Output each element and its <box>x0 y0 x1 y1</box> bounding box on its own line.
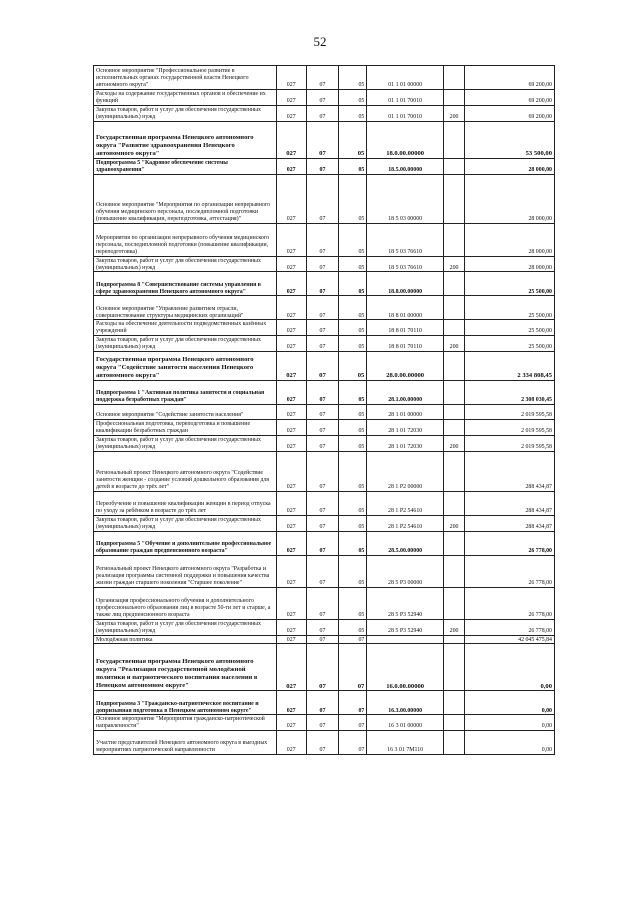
expense-type-code <box>443 90 464 106</box>
expense-type-code <box>443 635 464 644</box>
target-article-code: 18 8 01 70110 <box>367 320 444 336</box>
row-name: Закупка товаров, работ и услуг для обеспечения государственных (муниципальных) нужд <box>94 619 277 635</box>
subsection-code: 07 <box>339 644 367 691</box>
table-row <box>94 174 555 223</box>
section-code: 07 <box>306 320 338 336</box>
expense-type-code <box>443 66 464 90</box>
subsection-code: 05 <box>339 515 367 531</box>
table-row <box>94 320 555 336</box>
amount: 26 778,00 <box>465 531 555 555</box>
expense-type-code <box>443 272 464 296</box>
table-row <box>94 691 555 715</box>
section-code: 07 <box>306 272 338 296</box>
subsection-code: 05 <box>339 105 367 121</box>
row-name: Расходы на содержание государственных органов и обеспечение их функций <box>94 90 277 106</box>
table-row <box>94 296 555 320</box>
row-name: Профессиональная подготовка, переподготовка и повышение квалификации безработных граждан <box>94 420 277 436</box>
row-name: Региональный проект Ненецкого автономного округа "Содействие занятости женщин - создание условий дошкольного образования для детей в возрасте до трёх лет" <box>94 451 277 491</box>
subsection-code: 05 <box>339 436 367 452</box>
row-name: Молодёжная политика <box>94 635 277 644</box>
section-code: 07 <box>306 223 338 256</box>
expense-type-code <box>443 531 464 555</box>
amount: 26 778,00 <box>465 555 555 587</box>
row-name: Закупка товаров, работ и услуг для обеспечения государственных (муниципальных) нужд <box>94 105 277 121</box>
amount: 2 019 595,58 <box>465 436 555 452</box>
subsection-code: 07 <box>339 691 367 715</box>
admin-code: 027 <box>276 256 306 272</box>
amount: 0,00 <box>465 691 555 715</box>
section-code: 07 <box>306 90 338 106</box>
target-article-code: 18 8 01 70110 <box>367 336 444 352</box>
admin-code: 027 <box>276 381 306 405</box>
amount: 2 019 595,58 <box>465 405 555 420</box>
target-article-code: 28.1.00.00000 <box>367 381 444 405</box>
section-code: 07 <box>306 405 338 420</box>
section-code: 07 <box>306 381 338 405</box>
row-name: Закупка товаров, работ и услуг для обеспечения государственных (муниципальных) нужд <box>94 256 277 272</box>
table-row <box>94 256 555 272</box>
table-row <box>94 491 555 515</box>
admin-code: 027 <box>276 644 306 691</box>
subsection-code: 05 <box>339 531 367 555</box>
amount: 288 434,87 <box>465 451 555 491</box>
subsection-code: 05 <box>339 158 367 174</box>
page-number: 52 <box>313 34 327 49</box>
section-code: 07 <box>306 555 338 587</box>
section-code: 07 <box>306 715 338 731</box>
section-code: 07 <box>306 587 338 619</box>
section-code: 07 <box>306 644 338 691</box>
expense-type-code: 200 <box>443 619 464 635</box>
table-row <box>94 619 555 635</box>
expense-type-code <box>443 223 464 256</box>
amount: 42 045 475,84 <box>465 635 555 644</box>
expense-type-code <box>443 405 464 420</box>
row-name: Государственная программа Ненецкого автономного округа "Реализация государственной молодёжной политики и патриотического воспитания населения в Ненецком автономном округе" <box>94 644 277 691</box>
amount: 28 000,00 <box>465 256 555 272</box>
subsection-code: 05 <box>339 223 367 256</box>
target-article-code: 28 5 P3 52940 <box>367 587 444 619</box>
expense-type-code <box>443 296 464 320</box>
amount: 28 000,00 <box>465 174 555 223</box>
subsection-code: 05 <box>339 90 367 106</box>
table-row <box>94 555 555 587</box>
row-name: Основное мероприятие "Профессиональное развитие в исполнительных органах государственной власти Ненецкого автономного округа" <box>94 66 277 90</box>
row-name: Участие представителей Ненецкого автономного округа в выездных мероприятиях патриотической направленности <box>94 731 277 755</box>
target-article-code: 16.0.00.00000 <box>367 644 444 691</box>
expense-type-code <box>443 158 464 174</box>
amount: 26 778,00 <box>465 587 555 619</box>
row-name: Региональный проект Ненецкого автономного округа "Разработка и реализация программы системной поддержки и повышения качества жизни граждан старшего поколения "Старшее поколение" <box>94 555 277 587</box>
expense-type-code <box>443 420 464 436</box>
admin-code: 027 <box>276 158 306 174</box>
subsection-code: 05 <box>339 296 367 320</box>
amount: 288 434,87 <box>465 515 555 531</box>
row-name: Переобучение и повышение квалификации женщин в период отпуска по уходу за ребёнком в возрасте до трёх лет <box>94 491 277 515</box>
admin-code: 027 <box>276 436 306 452</box>
row-name: Основное мероприятие "Управление развитием отрасли, совершенствование структуры медицинских организаций" <box>94 296 277 320</box>
subsection-code: 05 <box>339 555 367 587</box>
expense-type-code <box>443 731 464 755</box>
subsection-code: 05 <box>339 121 367 158</box>
admin-code: 027 <box>276 691 306 715</box>
target-article-code: 18.8.00.00000 <box>367 272 444 296</box>
section-code: 07 <box>306 121 338 158</box>
subsection-code: 07 <box>339 635 367 644</box>
table-row <box>94 731 555 755</box>
table-row <box>94 352 555 381</box>
target-article-code: 18 8 01 00000 <box>367 296 444 320</box>
table-row <box>94 158 555 174</box>
subsection-code: 05 <box>339 272 367 296</box>
admin-code: 027 <box>276 174 306 223</box>
target-article-code: 01 1 01 70010 <box>367 105 444 121</box>
section-code: 07 <box>306 420 338 436</box>
row-name: Подпрограмма 1 "Активная политика занятости и социальная поддержка безработных граждан" <box>94 381 277 405</box>
table-row <box>94 515 555 531</box>
expense-type-code <box>443 644 464 691</box>
budget-table <box>93 65 555 755</box>
admin-code: 027 <box>276 296 306 320</box>
section-code: 07 <box>306 66 338 90</box>
subsection-code: 05 <box>339 352 367 381</box>
expense-type-code: 200 <box>443 336 464 352</box>
row-name: Подпрограмма 5 "Обучение и дополнительное профессиональное образование граждан предпенсионного возраста" <box>94 531 277 555</box>
row-name: Основное мероприятие "Содействие занятости населения" <box>94 405 277 420</box>
amount: 53 500,00 <box>465 121 555 158</box>
expense-type-code <box>443 491 464 515</box>
section-code: 07 <box>306 635 338 644</box>
amount: 69 200,00 <box>465 105 555 121</box>
admin-code: 027 <box>276 491 306 515</box>
table-row <box>94 121 555 158</box>
section-code: 07 <box>306 691 338 715</box>
expense-type-code: 200 <box>443 436 464 452</box>
expense-type-code <box>443 352 464 381</box>
table-row <box>94 587 555 619</box>
admin-code: 027 <box>276 223 306 256</box>
admin-code: 027 <box>276 420 306 436</box>
expense-type-code <box>443 174 464 223</box>
expense-type-code <box>443 555 464 587</box>
admin-code: 027 <box>276 105 306 121</box>
subsection-code: 05 <box>339 619 367 635</box>
expense-type-code <box>443 691 464 715</box>
admin-code: 027 <box>276 531 306 555</box>
subsection-code: 05 <box>339 381 367 405</box>
table-row <box>94 336 555 352</box>
row-name: Закупка товаров, работ и услуг для обеспечения государственных (муниципальных) нужд <box>94 336 277 352</box>
section-code: 07 <box>306 296 338 320</box>
amount: 25 500,00 <box>465 296 555 320</box>
row-name: Подпрограмма 5 "Кадровое обеспечение системы здравоохранения" <box>94 158 277 174</box>
amount: 25 500,00 <box>465 336 555 352</box>
table-row <box>94 436 555 452</box>
target-article-code: 18 5 03 76610 <box>367 256 444 272</box>
row-name: Основное мероприятие "Мероприятия по организации непрерывного обучения медицинского персонала, последипломной подготовки (повышение квалификации, переподготовка, аттестация)" <box>94 174 277 223</box>
target-article-code: 18.5.00.00000 <box>367 158 444 174</box>
section-code: 07 <box>306 256 338 272</box>
expense-type-code: 200 <box>443 256 464 272</box>
subsection-code: 05 <box>339 174 367 223</box>
amount: 28 000,00 <box>465 158 555 174</box>
table-row <box>94 90 555 106</box>
amount: 0,00 <box>465 731 555 755</box>
target-article-code: 28 1 P2 54610 <box>367 515 444 531</box>
expense-type-code <box>443 320 464 336</box>
row-name: Подпрограмма 3 "Гражданско-патриотическое воспитание и допризывная подготовка в Ненецком автономном округе" <box>94 691 277 715</box>
expense-type-code <box>443 121 464 158</box>
amount: 25 500,00 <box>465 320 555 336</box>
admin-code: 027 <box>276 320 306 336</box>
target-article-code: 28 1 P2 54610 <box>367 491 444 515</box>
section-code: 07 <box>306 451 338 491</box>
admin-code: 027 <box>276 121 306 158</box>
admin-code: 027 <box>276 731 306 755</box>
row-name: Основное мероприятие "Мероприятия гражданско-патриотической направленности" <box>94 715 277 731</box>
amount: 288 434,87 <box>465 491 555 515</box>
row-name: Мероприятия по организации непрерывного обучения медицинского персонала, последипломной подготовки (повышение квалификации, переподготовка) <box>94 223 277 256</box>
row-name: Закупка товаров, работ и услуг для обеспечения государственных (муниципальных) нужд <box>94 436 277 452</box>
target-article-code: 16 3 01 7M110 <box>367 731 444 755</box>
amount: 2 308 030,45 <box>465 381 555 405</box>
admin-code: 027 <box>276 635 306 644</box>
row-name: Расходы на обеспечение деятельности подведомственных казённых учреждений <box>94 320 277 336</box>
row-name: Государственная программа Ненецкого автономного округа "Развитие здравоохранения Ненецкого автономного округа" <box>94 121 277 158</box>
section-code: 07 <box>306 515 338 531</box>
target-article-code: 28.5.00.00000 <box>367 531 444 555</box>
admin-code: 027 <box>276 336 306 352</box>
section-code: 07 <box>306 352 338 381</box>
table-row <box>94 531 555 555</box>
target-article-code: 28 1 01 72030 <box>367 436 444 452</box>
amount: 25 500,00 <box>465 272 555 296</box>
target-article-code: 18 5 03 76610 <box>367 223 444 256</box>
section-code: 07 <box>306 531 338 555</box>
target-article-code <box>367 635 444 644</box>
target-article-code: 18.0.00.00000 <box>367 121 444 158</box>
table-row <box>94 223 555 256</box>
section-code: 07 <box>306 336 338 352</box>
table-row <box>94 105 555 121</box>
admin-code: 027 <box>276 619 306 635</box>
section-code: 07 <box>306 491 338 515</box>
target-article-code: 18 5 03 00000 <box>367 174 444 223</box>
expense-type-code <box>443 451 464 491</box>
subsection-code: 05 <box>339 491 367 515</box>
table-row <box>94 420 555 436</box>
target-article-code: 28 1 01 00000 <box>367 405 444 420</box>
section-code: 07 <box>306 174 338 223</box>
amount: 0,00 <box>465 644 555 691</box>
amount: 28 000,00 <box>465 223 555 256</box>
target-article-code: 01 1 01 00000 <box>367 66 444 90</box>
target-article-code: 16 3 01 00000 <box>367 715 444 731</box>
amount: 0,00 <box>465 715 555 731</box>
target-article-code: 28 1 P2 00000 <box>367 451 444 491</box>
section-code: 07 <box>306 436 338 452</box>
admin-code: 027 <box>276 515 306 531</box>
target-article-code: 28 5 P3 00000 <box>367 555 444 587</box>
amount: 26 778,00 <box>465 619 555 635</box>
section-code: 07 <box>306 158 338 174</box>
table-row <box>94 381 555 405</box>
admin-code: 027 <box>276 405 306 420</box>
amount: 69 200,00 <box>465 90 555 106</box>
expense-type-code: 200 <box>443 515 464 531</box>
expense-type-code <box>443 587 464 619</box>
admin-code: 027 <box>276 587 306 619</box>
table-row <box>94 635 555 644</box>
section-code: 07 <box>306 105 338 121</box>
row-name: Государственная программа Ненецкого автономного округа "Содействие занятости населения Ненецкого автономного округа" <box>94 352 277 381</box>
amount: 69 200,00 <box>465 66 555 90</box>
table-row <box>94 451 555 491</box>
section-code: 07 <box>306 731 338 755</box>
section-code: 07 <box>306 619 338 635</box>
admin-code: 027 <box>276 555 306 587</box>
row-name: Подпрограмма 8 "Совершенствование системы управления в сфере здравоохранения Ненецкого автономного округа" <box>94 272 277 296</box>
target-article-code: 28 1 01 72030 <box>367 420 444 436</box>
table-row <box>94 715 555 731</box>
subsection-code: 05 <box>339 420 367 436</box>
admin-code: 027 <box>276 715 306 731</box>
subsection-code: 05 <box>339 587 367 619</box>
row-name: Закупка товаров, работ и услуг для обеспечения государственных (муниципальных) нужд <box>94 515 277 531</box>
budget-table-body <box>94 66 555 755</box>
row-name: Организация профессионального обучения и дополнительного профессионального образования лиц в возрасте 50-ти лет и старше, а также лиц предпенсионного возраста <box>94 587 277 619</box>
subsection-code: 05 <box>339 66 367 90</box>
expense-type-code <box>443 381 464 405</box>
subsection-code: 07 <box>339 731 367 755</box>
amount: 2 334 808,45 <box>465 352 555 381</box>
admin-code: 027 <box>276 90 306 106</box>
table-row <box>94 405 555 420</box>
subsection-code: 05 <box>339 256 367 272</box>
expense-type-code: 200 <box>443 105 464 121</box>
target-article-code: 01 1 01 70010 <box>367 90 444 106</box>
subsection-code: 05 <box>339 451 367 491</box>
table-row <box>94 644 555 691</box>
target-article-code: 28 5 P3 52940 <box>367 619 444 635</box>
expense-type-code <box>443 715 464 731</box>
subsection-code: 05 <box>339 320 367 336</box>
admin-code: 027 <box>276 352 306 381</box>
admin-code: 027 <box>276 451 306 491</box>
admin-code: 027 <box>276 66 306 90</box>
subsection-code: 07 <box>339 715 367 731</box>
amount: 2 019 595,58 <box>465 420 555 436</box>
table-row <box>94 272 555 296</box>
subsection-code: 05 <box>339 405 367 420</box>
target-article-code: 28.0.00.00000 <box>367 352 444 381</box>
subsection-code: 05 <box>339 336 367 352</box>
admin-code: 027 <box>276 272 306 296</box>
target-article-code: 16.3.00.00000 <box>367 691 444 715</box>
table-row <box>94 66 555 90</box>
